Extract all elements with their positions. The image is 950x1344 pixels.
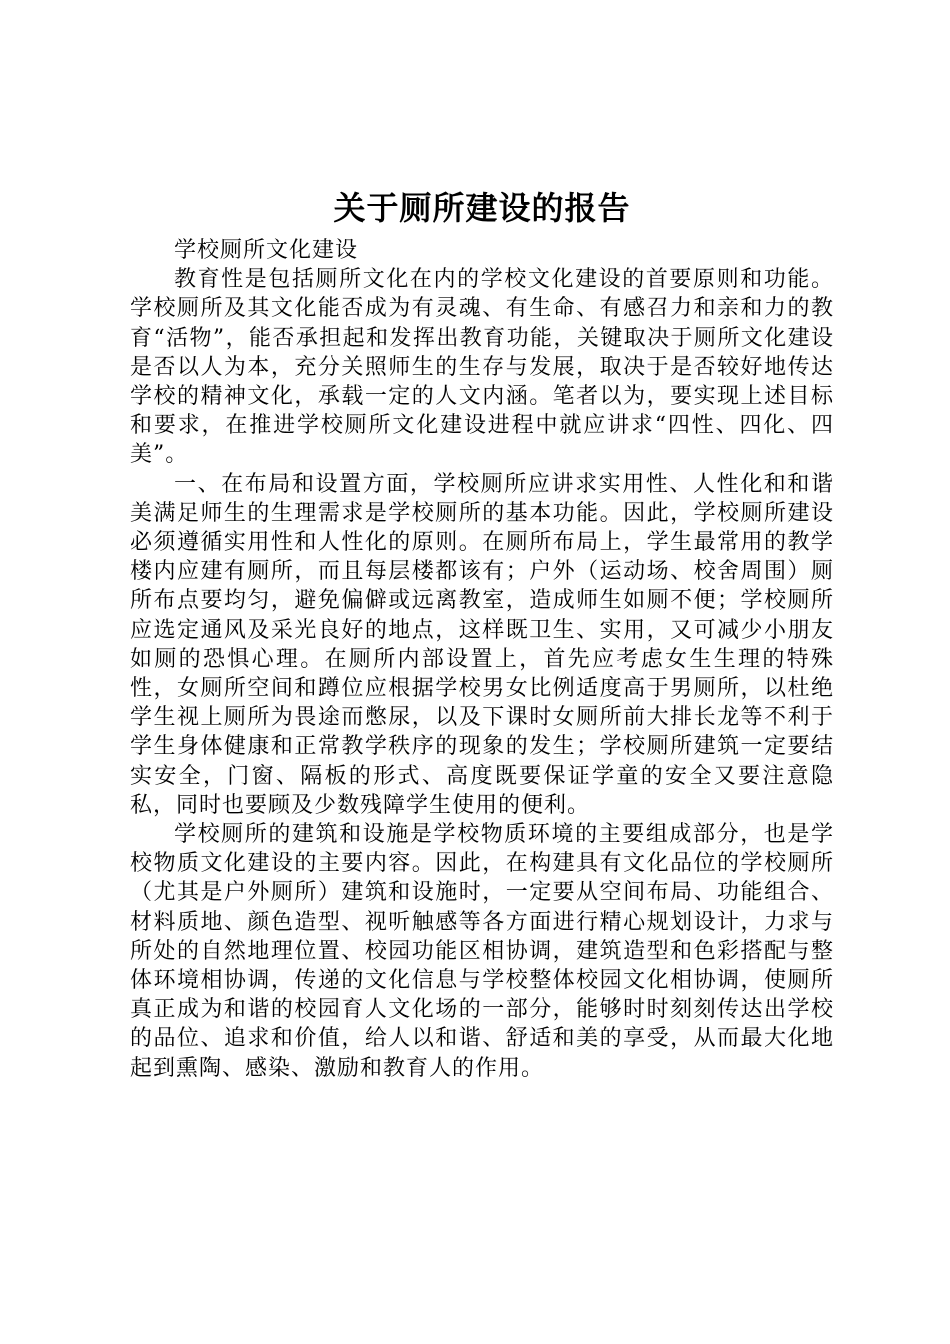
paragraph-heading: 学校厕所文化建设: [174, 238, 359, 263]
paragraph-building: 学校厕所的建筑和设施是学校物质环境的主要组成部分，也是学校物质文化建设的主要内容。因此，在构建具有文化品位的学校厕所（尤其是户外厕所）建筑和设施时，一定要从空间布局、功能组合、材料质地、颜色造型、视听触感等各方面进行精心规划设计，力求与所处的自然地理位置、校园功能区相协调，建筑造型和色彩搭配与整体环境相协调，传递的文化信息与学校整体校园文化相协调，使厕所真正成为和谐的校园育人文化场的一部分，能够时时刻刻传达出学校的品位、追求和价值，给人以和谐、舒适和美的享受，从而最大化地起到熏陶、感染、激励和教育人的作用。: [130, 822, 834, 1081]
document-title: 关于厕所建设的报告: [333, 189, 631, 227]
document-page: [130, 180, 834, 1083]
paragraph-intro: 教育性是包括厕所文化在内的学校文化建设的首要原则和功能。学校厕所及其文化能否成为有灵魂、有生命、有感召力和亲和力的教育“活物”，能否承担起和发挥出教育功能，关键取决于厕所文化建设是否以人为本，充分关照师生的生存与发展，取决于是否较好地传达学校的精神文化，承载一定的人文内涵。笔者以为，要实现上述目标和要求，在推进学校厕所文化建设进程中就应讲求“四性、四化、四美”。: [130, 267, 834, 468]
paragraph-layout: 一、在布局和设置方面，学校厕所应讲求实用性、人性化和和谐美满足师生的生理需求是学校厕所的基本功能。因此，学校厕所建设必须遵循实用性和人性化的原则。在厕所布局上，学生最常用的教学楼内应建有厕所，而且每层楼都该有；户外（运动场、校舍周围）厕所布点要均匀，避免偏僻或远离教室，造成师生如厕不便；学校厕所应选定通风及采光良好的地点，这样既卫生、实用，又可减少小朋友如厕的恐惧心理。在厕所内部设置上，首先应考虑女生生理的特殊性，女厕所空间和蹲位应根据学校男女比例适度高于男厕所，以杜绝学生视上厕所为畏途而憋尿，以及下课时女厕所前大排长龙等不利于学生身体健康和正常教学秩序的现象的发生；学校厕所建筑一定要结实安全，门窗、隔板的形式、高度既要保证学童的安全又要注意隐私，同时也要顾及少数残障学生使用的便利。: [130, 471, 834, 818]
